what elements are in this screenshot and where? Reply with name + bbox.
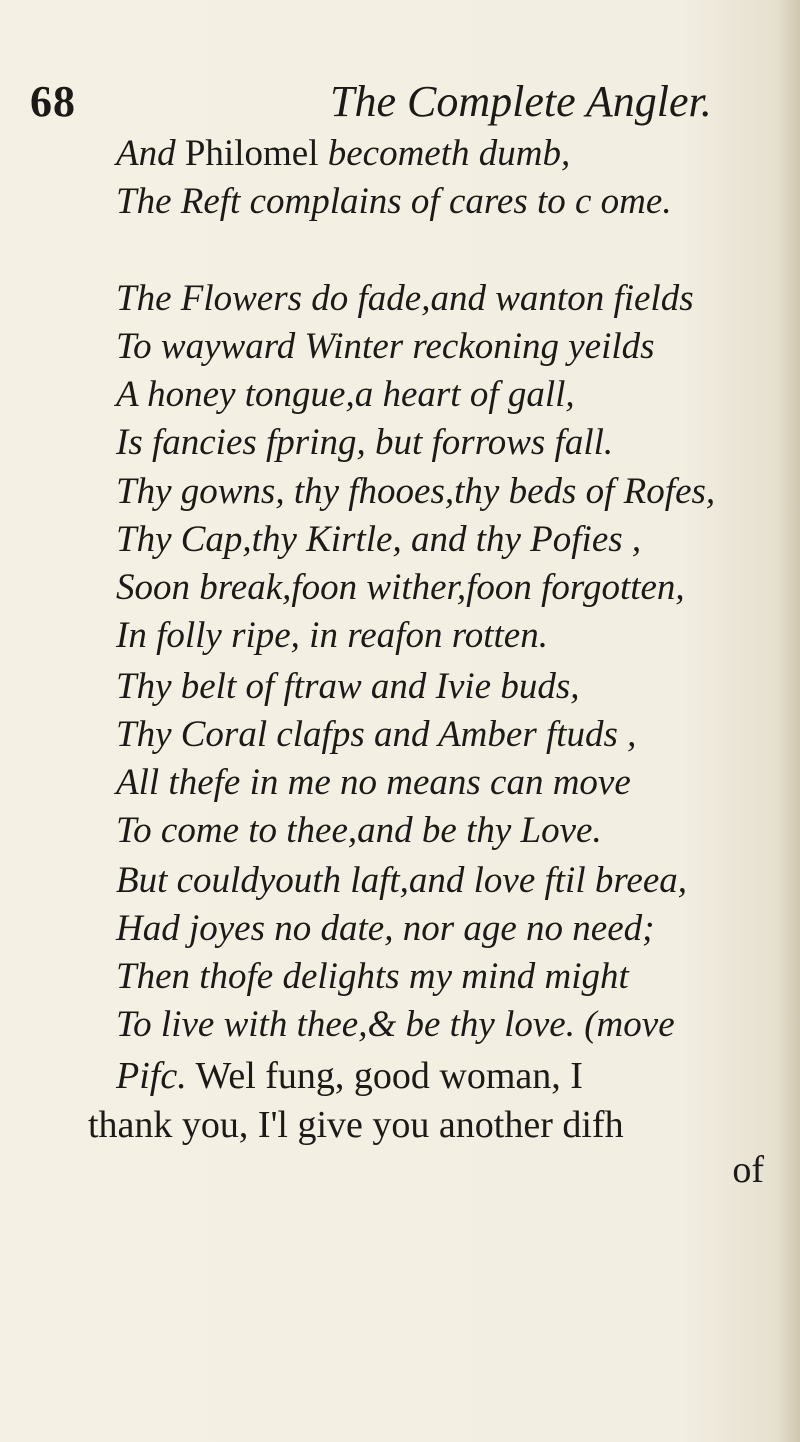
verse-line: A honey tongue,a heart of gall, [116,374,575,415]
verse-line: Thy gowns, thy fhooes,thy beds of Rofes, [116,471,716,512]
page-header [0,76,800,132]
verse-line: In folly ripe, in reafon rotten. [116,615,548,656]
verse-line: All thefe in me no means can move [116,762,631,803]
prose-text: Wel fung, good woman, I [195,1055,583,1097]
verse-line: Then thofe delights my mind might [116,956,629,997]
verse-line: The Flowers do fade,and wanton fields [116,278,694,319]
verse-fragment-italic: becometh dumb, [327,133,571,174]
stanza-2 [116,275,786,467]
verse-line: Had joyes no date, nor age no need; [116,908,655,949]
verse-fragment-roman: Philomel [184,133,319,174]
catchword: of [732,1149,764,1191]
stanza-4 [116,663,786,855]
speaker-label: Pifc. [116,1055,187,1097]
verse-line: To live with thee,& be thy love. (move [116,1004,675,1045]
prose-line: thank you, I'l give you another difh [88,1104,624,1146]
verse-line: Thy belt of ftraw and Ivie buds, [116,666,580,707]
running-title: The Complete Angler. [330,77,712,126]
verse-line: Soon break,foon wither,foon forgotten, [116,567,685,608]
prose-line [88,1052,788,1101]
verse-line: Thy Cap,thy Kirtle, and thy Pofies , [116,519,642,560]
stanza-1 [116,130,786,226]
prose-paragraph [88,1052,788,1150]
verse-fragment-italic: And [116,133,176,174]
page-number: 68 [30,77,76,126]
stanza-3 [116,468,786,660]
verse-line: To come to thee,and be thy Love. [116,810,602,851]
verse-line: Thy Coral clafps and Amber ftuds , [116,714,637,755]
verse-line [116,130,786,178]
verse-line: But couldyouth laft,and love ftil breea, [116,860,687,901]
verse-line: The Reft complains of cares to c ome. [116,181,672,222]
verse-line: To wayward Winter reckoning yeilds [116,326,655,367]
verse-line: Is fancies fpring, but forrows fall. [116,422,614,463]
stanza-5 [116,857,786,1049]
